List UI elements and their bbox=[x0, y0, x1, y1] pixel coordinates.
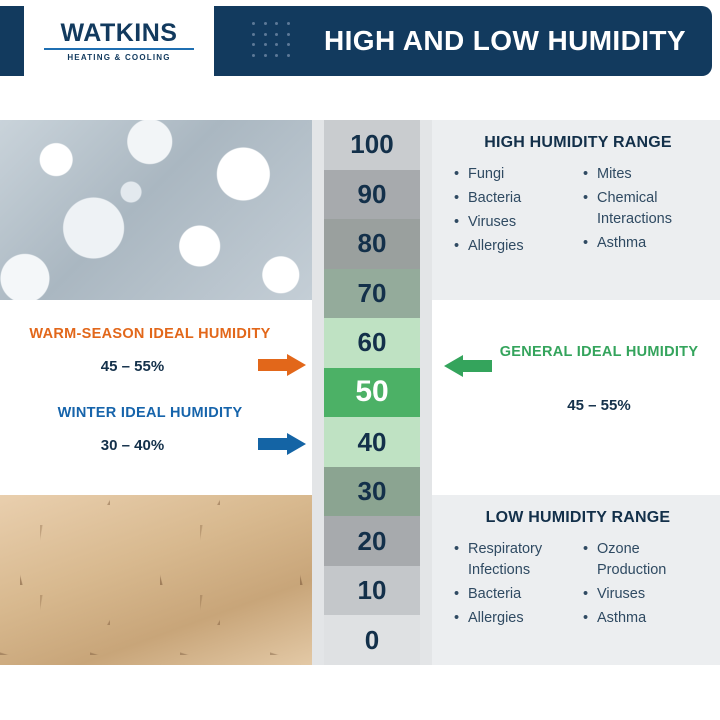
body-area bbox=[0, 120, 720, 665]
low-humidity-title: LOW HUMIDITY RANGE bbox=[485, 509, 671, 526]
high-humidity-panel bbox=[432, 120, 720, 300]
logo-divider bbox=[44, 48, 194, 50]
arrow-right-icon-winter bbox=[258, 433, 306, 455]
low-humidity-item: • Asthma bbox=[583, 608, 702, 629]
scale-tick-label: 10 bbox=[357, 575, 387, 606]
scale-tick-label: 90 bbox=[357, 178, 387, 209]
scale-tick-label: 80 bbox=[357, 228, 387, 259]
scale-tick-0 bbox=[324, 615, 420, 665]
winter-callout-value: 30 – 40% bbox=[100, 437, 165, 454]
scale-tick-10 bbox=[324, 566, 420, 616]
scale-tick-label: 60 bbox=[357, 327, 387, 358]
high-humidity-item: • Asthma bbox=[583, 233, 702, 254]
scale-tick-label: 0 bbox=[364, 624, 380, 655]
high-humidity-title: HIGH HUMIDITY RANGE bbox=[484, 134, 672, 151]
arrow-right-icon-warm bbox=[258, 354, 306, 376]
scale-tick-30 bbox=[324, 467, 420, 517]
high-humidity-item: • Bacteria bbox=[454, 188, 573, 209]
scale-tick-70 bbox=[324, 269, 420, 319]
warm-season-callout-value: 45 – 55% bbox=[100, 358, 165, 375]
condensation-water-droplets-photo bbox=[0, 120, 312, 300]
high-humidity-item: • Fungi bbox=[454, 164, 573, 185]
cracked-dry-earth-photo bbox=[0, 495, 312, 665]
scale-tick-100 bbox=[324, 120, 420, 170]
general-ideal-value: 45 – 55% bbox=[567, 397, 631, 414]
scale-tick-90 bbox=[324, 170, 420, 220]
high-humidity-list-right bbox=[583, 164, 702, 260]
scale-tick-80 bbox=[324, 219, 420, 269]
general-ideal-callout bbox=[432, 300, 720, 495]
scale-tick-40 bbox=[324, 417, 420, 467]
humidity-scale-rail bbox=[324, 120, 420, 665]
scale-tick-50 bbox=[324, 368, 420, 418]
humidity-scale bbox=[312, 120, 432, 665]
dot-grid-icon bbox=[252, 22, 294, 60]
high-humidity-item: • Allergies bbox=[454, 236, 573, 257]
footer-space bbox=[0, 665, 720, 720]
low-humidity-list-left bbox=[454, 539, 573, 632]
low-humidity-lists bbox=[454, 539, 702, 632]
low-humidity-item: • Ozone Production bbox=[583, 539, 702, 581]
scale-tick-60 bbox=[324, 318, 420, 368]
scale-tick-label: 50 bbox=[355, 375, 389, 409]
brand-logo bbox=[24, 6, 214, 76]
low-humidity-item: • Allergies bbox=[454, 608, 573, 629]
left-callouts bbox=[0, 300, 312, 495]
scale-tick-20 bbox=[324, 516, 420, 566]
logo-tagline: HEATING & COOLING bbox=[67, 52, 171, 62]
warm-season-callout-label: WARM-SEASON IDEAL HUMIDITY bbox=[29, 326, 271, 342]
low-humidity-item: • Viruses bbox=[583, 584, 702, 605]
scale-tick-label: 100 bbox=[350, 129, 394, 160]
arrow-left-icon-general bbox=[444, 355, 492, 377]
high-humidity-item: • Chemical Interactions bbox=[583, 188, 702, 230]
header bbox=[0, 0, 720, 82]
logo-wordmark: WATKINS bbox=[60, 18, 178, 47]
low-humidity-item: • Bacteria bbox=[454, 584, 573, 605]
low-humidity-panel bbox=[432, 495, 720, 665]
low-humidity-item: • Respiratory Infections bbox=[454, 539, 573, 581]
high-humidity-item: • Mites bbox=[583, 164, 702, 185]
scale-tick-label: 20 bbox=[357, 525, 387, 556]
scale-tick-label: 70 bbox=[357, 277, 387, 308]
general-ideal-label: GENERAL IDEAL HUMIDITY bbox=[499, 344, 699, 360]
high-humidity-list-left bbox=[454, 164, 573, 260]
scale-tick-label: 30 bbox=[357, 476, 387, 507]
scale-tick-label: 40 bbox=[357, 426, 387, 457]
low-humidity-list-right bbox=[583, 539, 702, 632]
high-humidity-item: • Viruses bbox=[454, 212, 573, 233]
winter-callout-label: WINTER IDEAL HUMIDITY bbox=[57, 405, 243, 421]
page-title: HIGH AND LOW HUMIDITY bbox=[324, 25, 686, 56]
high-humidity-lists bbox=[454, 164, 702, 260]
